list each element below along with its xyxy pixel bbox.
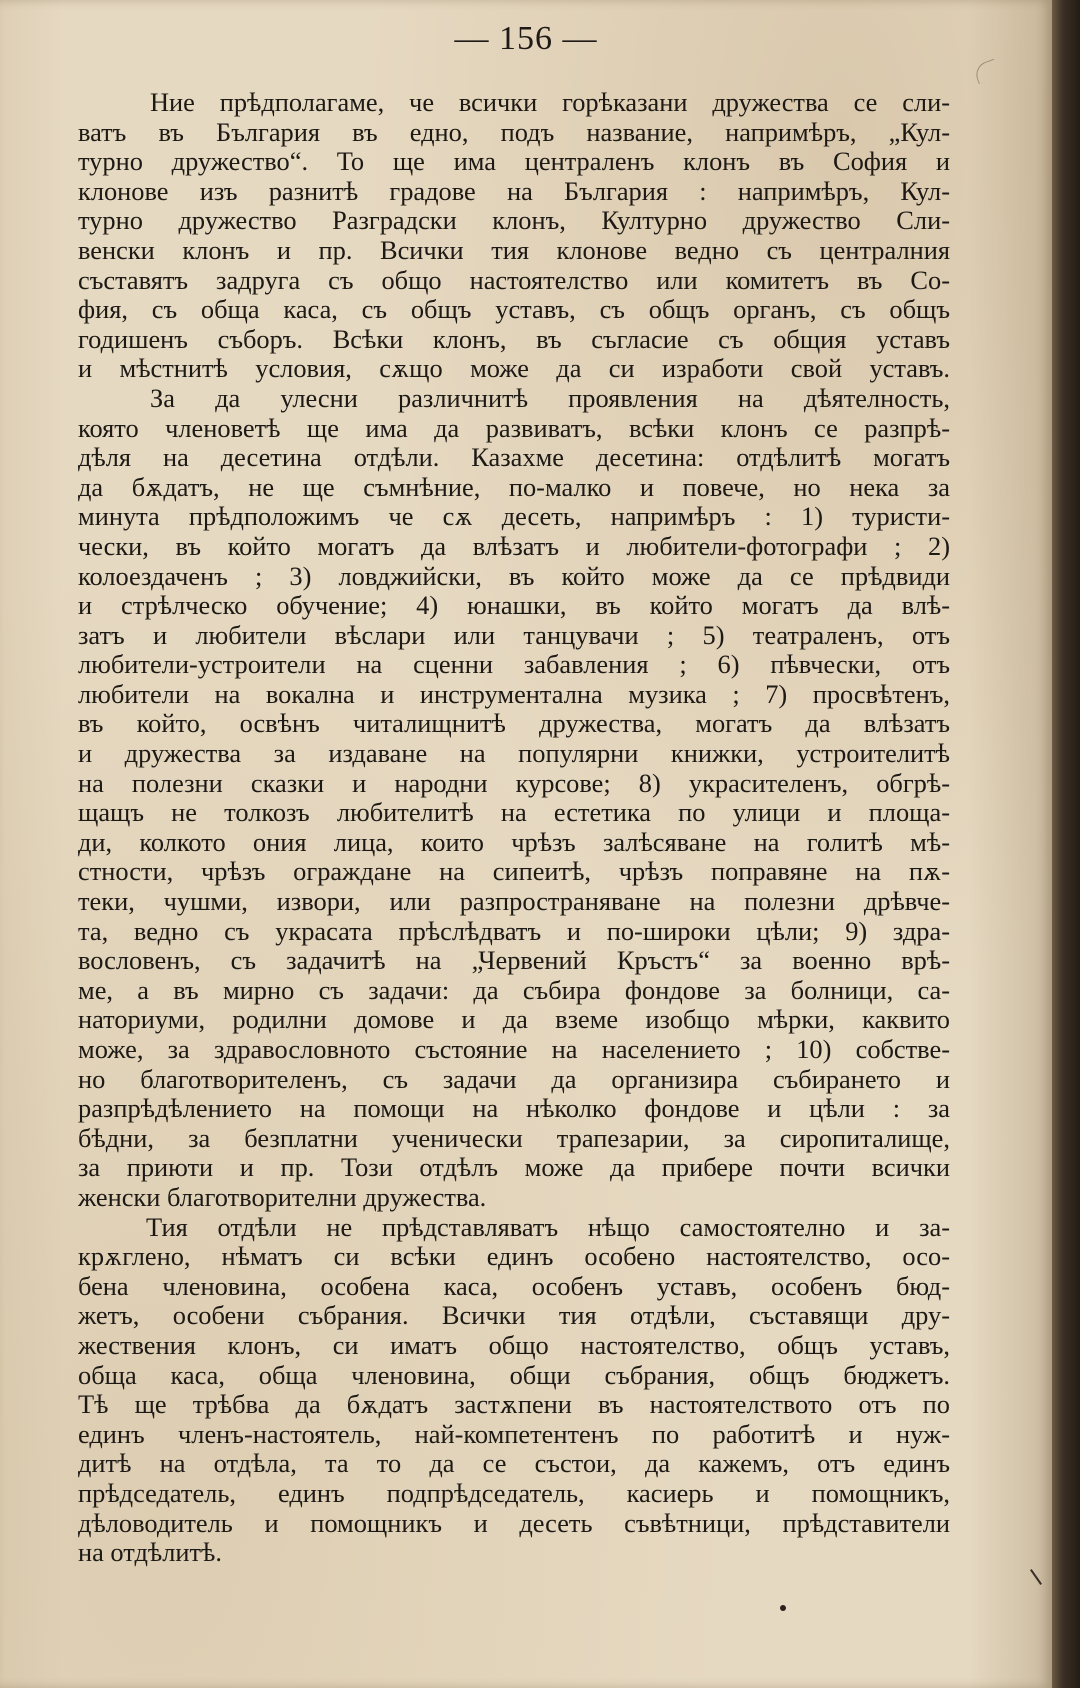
text-line: вословенъ, съ задачитѣ на „Червений Кръстъ“ за военно врѣ- [78,946,950,976]
text-line: минута прѣдположимъ че сѫ десеть, напримѣръ : 1) туристи- [78,502,950,532]
text-line: бѣдни, за безплатни ученически трапезарии, за сиропиталище, [78,1123,950,1153]
text-line: може, за здравословното състояние на населението ; 10) собстве- [78,1035,950,1064]
text-line: клонове изъ разнитѣ градове на България : напримѣръ, Кул- [78,176,950,206]
text-line: обща каса, обща членовина, общи събрания, общъ бюджетъ. [78,1360,950,1390]
body-text [78,88,950,1568]
text-line: на полезни сказки и народни курсове; 8) украсителенъ, обгрѣ- [78,768,950,798]
text-line: фия, съ обща каса, съ общъ уставъ, съ общъ органъ, съ общъ [78,295,950,325]
text-line: за приюти и пр. Този отдѣлъ може да прибере почти всички [78,1153,950,1183]
text-line: да бѫдатъ, не ще съмнѣние, по-малко и повече, но нека за [78,472,950,502]
paper-crease-mark [972,59,1000,85]
text-line: затъ и любители вѣслари или танцувачи ; 5) театраленъ, отъ [78,620,950,650]
text-line: ме, а въ мирно съ задачи: да събира фондове за болници, са- [78,975,950,1005]
text-line: стности, чрѣзъ ограждане на сипеитѣ, чрѣзъ поправяне на пѫ- [78,857,950,887]
ink-dot-mark [780,1605,786,1611]
text-line: но благотворителенъ, съ задачи да организира събирането и [78,1064,950,1094]
text-line: единъ членъ-настоятель, най-компетентенъ по работитѣ и нуж- [78,1419,950,1449]
text-line: която членоветѣ ще има да развиватъ, всѣки клонъ се разпрѣ- [78,413,950,443]
text-line: щащъ не толкозъ любителитѣ на естетика по улици и площа- [78,798,950,828]
text-line: дитѣ на отдѣла, та то да се състои, да кажемъ, отъ единъ [78,1449,950,1479]
text-line: и дружества за издаване на популярни книжки, устроителитѣ [78,739,950,769]
text-line: та, ведно съ украсата прѣслѣдватъ и по-широки цѣли; 9) здра- [78,916,950,946]
text-line: Тия отдѣли не прѣдставляватъ нѣщо самостоятелно и за- [146,1212,950,1242]
text-line: Тѣ ще трѣбва да бѫдатъ застѫпени въ настоятелството отъ по [78,1390,950,1420]
text-line: въ който, освѣнъ читалищнитѣ дружества, могатъ да влѣзатъ [78,709,950,739]
text-line: дѣля на десетина отдѣли. Казахме десетина: отдѣлитѣ могатъ [78,443,950,473]
text-line: бена членовина, особена каса, особенъ уставъ, особенъ бюд- [78,1271,950,1301]
text-line: жетъ, особени събрания. Всички тия отдѣли, съставящи дру- [78,1301,950,1331]
text-line: съставятъ задруга съ общо настоятелство или комитетъ въ Со- [78,265,950,295]
text-line: любители-устроители на сценни забавления ; 6) пѣвчески, отъ [78,650,950,680]
text-line: турно дружество“. То ще има централенъ клонъ въ София и [78,147,950,177]
text-line: и стрѣлческо обучение; 4) юнашки, въ който могатъ да влѣ- [78,591,950,621]
text-line: наториуми, родилни домове и да вземе изобщо мѣрки, каквито [78,1005,950,1035]
text-line: крѫглено, нѣматъ си всѣки единъ особено настоятелство, осо- [78,1242,950,1272]
text-line: За да улесни различнитѣ проявления на дѣятелность, [150,383,950,413]
text-line: турно дружество Разградски клонъ, Културно дружество Сли- [78,206,950,236]
text-line: годишенъ съборъ. Всѣки клонъ, въ съгласие съ общия уставъ [78,324,950,354]
text-line: чески, въ който могатъ да влѣзатъ и любители-фотографи ; 2) [78,531,950,561]
text-line: разпрѣдѣлението на помощи на нѣколко фондове и цѣли : за [78,1094,950,1124]
text-line: любители на вокална и инструментална музика ; 7) просвѣтенъ, [78,679,950,709]
text-line: прѣдседатель, единъ подпрѣдседатель, касиерь и помощникъ, [78,1478,950,1508]
text-line: Ние прѣдполагаме, че всички горѣказани дружества се сли- [150,88,950,117]
text-line: на отдѣлитѣ. [78,1538,222,1568]
text-line: теки, чушми, извори, или разпространяване на полезни дрѣвче- [78,887,950,917]
pen-tick-mark [1030,1569,1042,1585]
text-line: жествения клонъ, си иматъ общо настоятелство, общъ уставъ, [78,1330,950,1360]
text-line: дѣловодитель и помощникъ и десеть съвѣтници, прѣдставители [78,1508,950,1538]
book-binding-edge [1052,0,1080,1688]
text-line: женски благотворителни дружества. [78,1182,487,1212]
page-number: — 156 — [454,20,598,57]
text-line: ватъ въ България въ едно, подъ название, напримѣръ, „Кул- [78,117,950,147]
text-line: колоездаченъ ; 3) ловджийски, въ който може да се прѣдвиди [78,561,950,591]
text-line: венски клонъ и пр. Всички тия клонове ведно съ централния [78,235,950,265]
text-line: ди, колкото ония лица, които чрѣзъ залѣсяване на голитѣ мѣ- [78,827,950,857]
text-line: и мѣстнитѣ условия, сѫщо може да си изработи свой уставъ. [78,354,950,384]
